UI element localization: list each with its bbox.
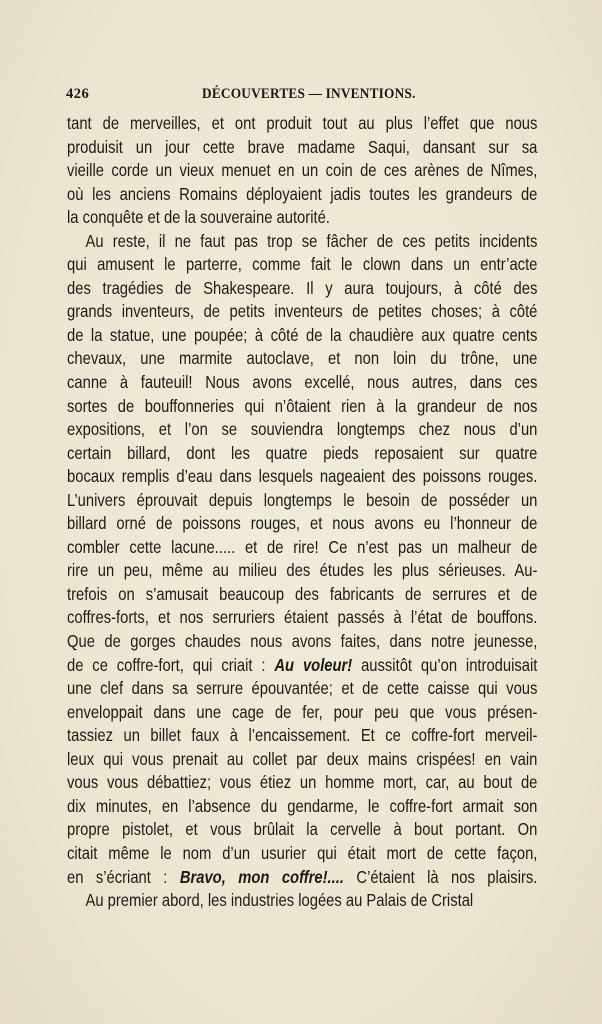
text-line [67, 818, 537, 842]
text-run: en s’écriant : [67, 866, 180, 887]
text-run: la conquête et de la souveraine autorité. [67, 207, 330, 228]
text-line [67, 395, 537, 419]
running-head: DÉCOUVERTES — INVENTIONS. [202, 86, 416, 102]
text-line [67, 771, 537, 795]
text-run: dix minutes, en l’absence du gendarme, le coffre-fort armait son [67, 795, 538, 816]
text-line [67, 277, 537, 301]
text-run: sortes de bouffonneries qui n’ôtaient rien à la grandeur de nos [67, 395, 538, 416]
italic-phrase: Au voleur! [274, 654, 353, 675]
text-line [67, 677, 537, 701]
text-line [67, 748, 537, 772]
text-line [67, 206, 537, 230]
text-run: billard orné de poissons rouges, et nous avons eu l’honneur de [67, 513, 538, 534]
text-line [67, 183, 537, 207]
text-line [67, 230, 537, 254]
text-run: citait même le nom d’un usurier qui était mort de cette façon, [67, 842, 538, 863]
text-line [67, 371, 537, 395]
text-run: qui amusent le parterre, comme fait le clown dans un entr’acte [67, 254, 538, 275]
text-run: coffres-forts, et nos serruriers étaient passés à l’état de bouffons. [67, 607, 538, 628]
text-line [67, 159, 537, 183]
text-line [67, 512, 537, 536]
text-line [67, 842, 537, 866]
text-run: vous vous débattiez; vous étiez un homme mort, car, au bout de [67, 772, 538, 793]
text-run: Que de gorges chaudes nous avons faites, dans notre jeunesse, [67, 631, 538, 652]
text-run: rire un peu, même au milieu des études les plus sérieuses. Au- [67, 560, 538, 581]
text-line [67, 112, 537, 136]
text-run: grands inventeurs, de petits inventeurs de petites choses; à côté [67, 301, 538, 322]
text-run: bocaux remplis d’eau dans lesquels nageaient des poissons rouges. [67, 466, 538, 487]
text-line [67, 465, 537, 489]
text-run: de la statue, une poupée; à côté de la chaudière aux quatre cents [67, 324, 538, 345]
text-line [67, 489, 537, 513]
text-run: enveloppait dans une cage de fer, pour peu que vous présen- [67, 701, 538, 722]
text-line [67, 654, 537, 678]
text-run: produisit un jour cette brave madame Saqui, dansant sur sa [67, 136, 538, 157]
text-run: Au premier abord, les industries logées au Palais de Cristal [85, 890, 474, 911]
text-run: tant de merveilles, et ont produit tout au plus l’effet que nous [67, 113, 538, 133]
text-run: une clef dans sa serrure épouvantée; et de cette caisse qui vous [67, 678, 538, 699]
text-run: tassiez un billet faux à l’encaissement. Et ce coffre-fort merveil- [67, 725, 538, 746]
text-run: canne à fauteuil! Nous avons excellé, nous autres, dans ces [67, 372, 538, 393]
text-line [67, 136, 537, 160]
text-run: où les anciens Romains déployaient jadis toutes les grandeurs de [67, 183, 538, 204]
text-line [67, 866, 537, 890]
text-run: expositions, et l’on se souviendra longtemps chez nous d’un [67, 419, 538, 440]
text-run: certain billard, dont les quatre pieds reposaient sur quatre [67, 442, 538, 463]
text-line [67, 889, 537, 913]
text-run: chevaux, une marmite autoclave, et non loin du trône, une [67, 348, 538, 369]
text-run: Au reste, il ne faut pas trop se fâcher de ces petits incidents [85, 230, 538, 251]
text-line [67, 559, 537, 583]
text-run: propre pistolet, et vous brûlait la cervelle à bout portant. On [67, 819, 538, 840]
page-number: 426 [66, 86, 90, 102]
body-text [67, 112, 537, 913]
text-line [67, 701, 537, 725]
text-run: C’étaient là nos plaisirs. [343, 866, 538, 887]
text-line [67, 630, 537, 654]
text-run: combler cette lacune..... et de rire! Ce n’est pas un malheur de [67, 536, 538, 557]
text-run: trefois on s’amusait beaucoup des fabricants de serrures et de [67, 583, 538, 604]
text-line [67, 583, 537, 607]
text-line [67, 300, 537, 324]
text-run: L’univers éprouvait depuis longtemps le besoin de posséder un [67, 489, 538, 510]
page-header [66, 86, 536, 108]
text-run: aussitôt qu’on introduisait [352, 654, 538, 675]
text-line [67, 724, 537, 748]
text-line [67, 442, 537, 466]
text-run: des tragédies de Shakespeare. Il y aura toujours, à côté des [67, 277, 538, 298]
italic-phrase: Bravo, mon coffre!.... [179, 866, 344, 887]
text-line [67, 324, 537, 348]
text-run: de ce coffre-fort, qui criait : [67, 654, 275, 675]
text-run: leux qui vous prenait au collet par deux mains crispées! en vain [67, 748, 538, 769]
text-line [67, 606, 537, 630]
text-line [67, 795, 537, 819]
text-line [67, 418, 537, 442]
text-run: vieille corde un vieux menuet en un coin de ces arènes de Nîmes, [67, 160, 538, 181]
text-line [67, 536, 537, 560]
text-line [67, 347, 537, 371]
text-line [67, 253, 537, 277]
